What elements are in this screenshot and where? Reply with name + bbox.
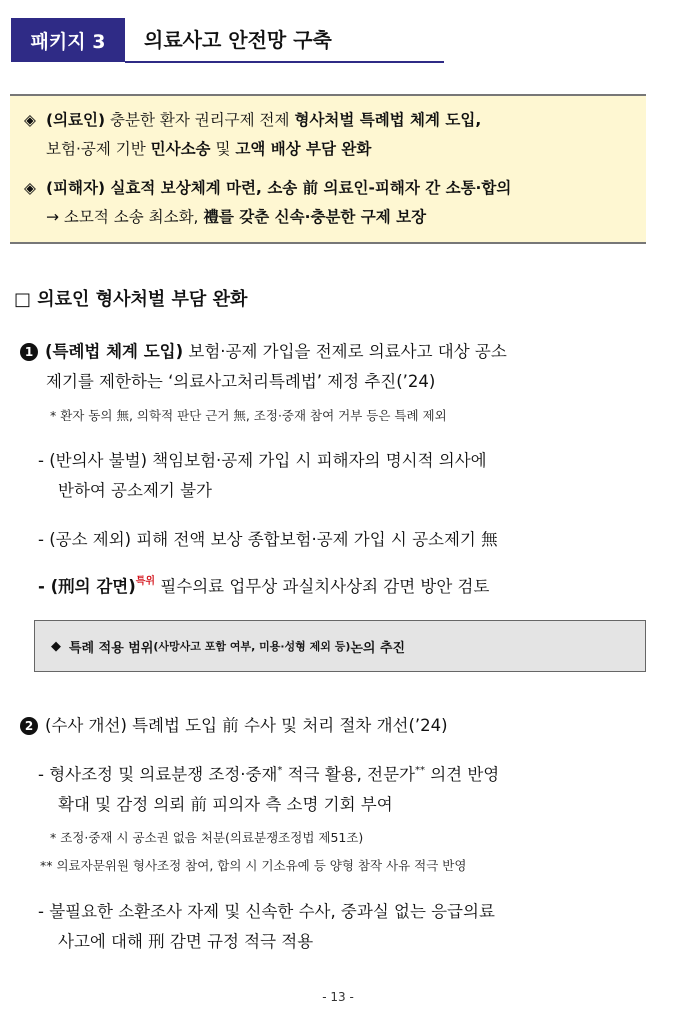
item-2-note-1: * 조정·중재 시 공소권 없음 처분(의료분쟁조정법 제51조) bbox=[50, 830, 364, 845]
dash-3-text: 필수의료 업무상 과실치사상죄 감면 방안 검토 bbox=[155, 577, 490, 596]
summary-item-2-line-1 bbox=[24, 175, 511, 202]
callout-small: (사망사고 포함 여부, 미용·성형 제외 등) bbox=[153, 640, 351, 653]
section-title: □ 의료인 형사처벌 부담 완화 bbox=[14, 289, 248, 310]
number-1-icon: 1 bbox=[20, 343, 38, 361]
summary-box bbox=[10, 94, 646, 244]
number-2-icon: 2 bbox=[20, 717, 38, 735]
item-1-dash-1-line-2: 반하여 공소제기 불가 bbox=[58, 481, 212, 500]
item-1-dash-2: - (공소 제외) 피해 전액 보상 종합보험·공제 가입 시 공소제기 無 bbox=[38, 530, 498, 549]
callout-box bbox=[34, 620, 646, 672]
summary-text: 및 bbox=[210, 140, 236, 158]
diamond-bullet-icon: ◈ bbox=[24, 111, 36, 129]
package-title: 의료사고 안전망 구축 bbox=[144, 28, 332, 52]
item-1-line-1 bbox=[20, 338, 507, 362]
diamond-bullet-icon: ◈ bbox=[24, 179, 36, 197]
item-1-line-2: 제기를 제한하는 ‘의료사고처리특례법’ 제정 추진(’24) bbox=[46, 372, 436, 391]
summary-bold-text: 고액 배상 부담 완화 bbox=[235, 140, 372, 158]
summary-text: → 소모적 소송 최소화, bbox=[46, 208, 204, 226]
footnote-mark: ** bbox=[414, 765, 425, 776]
summary-item-1-line-2 bbox=[46, 136, 371, 163]
item-1-note: * 환자 동의 無, 의학적 판단 근거 無, 조정·중재 참여 거부 등은 특례 제외 bbox=[50, 408, 447, 423]
item-1-dash-1-line-1: - (반의사 불벌) 책임보험·공제 가입 시 피해자의 명시적 의사에 bbox=[38, 451, 487, 470]
callout-bold: 특례 적용 범위 bbox=[69, 640, 154, 656]
item-2-dash-1-line-1 bbox=[38, 761, 499, 785]
summary-bold-text: 禮를 갖춘 신속·충분한 구제 보장 bbox=[203, 208, 427, 226]
item-1-text: 보험·공제 가입을 전제로 의료사고 대상 공소 bbox=[183, 342, 507, 361]
title-underline bbox=[125, 61, 444, 63]
special-committee-mark: 특위 bbox=[135, 576, 156, 587]
item-2-dash-2-line-2: 사고에 대해 刑 감면 규정 적극 적용 bbox=[58, 932, 314, 951]
dash-3-heading: - (刑의 감면) bbox=[38, 577, 136, 596]
dash-text: - 형사조정 및 의료분쟁 조정·중재 bbox=[38, 765, 278, 784]
summary-bold-text: (피해자) 실효적 보상체계 마련, 소송 前 의료인-피해자 간 소통·합의 bbox=[46, 179, 512, 197]
summary-text: 보험·공제 기반 bbox=[46, 140, 151, 158]
footnote-mark: * bbox=[277, 765, 283, 776]
dash-text: 의견 반영 bbox=[424, 765, 500, 784]
callout-bold: 논의 추진 bbox=[350, 640, 406, 656]
summary-item-2-line-2 bbox=[46, 204, 426, 231]
item-1-heading: (특례법 체계 도입) bbox=[45, 342, 184, 361]
summary-text: 충분한 환자 권리구제 전제 bbox=[105, 111, 295, 129]
item-2-line-1 bbox=[20, 712, 448, 736]
page-number: - 13 - bbox=[322, 990, 354, 1004]
summary-bold-text: 형사처벌 특례법 체계 도입, bbox=[294, 111, 482, 129]
item-2-dash-1-line-2: 확대 및 감정 의뢰 前 피의자 측 소명 기회 부여 bbox=[58, 795, 393, 814]
summary-item-1-line-1 bbox=[24, 107, 481, 134]
diamond-bullet-icon: ◆ bbox=[51, 638, 61, 654]
item-2-dash-2-line-1: - 불필요한 소환조사 자제 및 신속한 수사, 중과실 없는 응급의료 bbox=[38, 902, 495, 921]
dash-text: 적극 활용, 전문가 bbox=[282, 765, 415, 784]
item-2-note-2: ** 의료자문위원 형사조정 참여, 합의 시 기소유예 등 양형 참작 사유 적극 반영 bbox=[40, 858, 467, 873]
summary-bold-text: 민사소송 bbox=[150, 140, 211, 158]
item-2-heading: (수사 개선) 특례법 도입 前 수사 및 처리 절차 개선(’24) bbox=[45, 716, 448, 735]
package-badge: 패키지 3 bbox=[11, 18, 125, 62]
item-1-dash-3 bbox=[38, 572, 489, 597]
summary-label: (의료인) bbox=[46, 111, 106, 129]
